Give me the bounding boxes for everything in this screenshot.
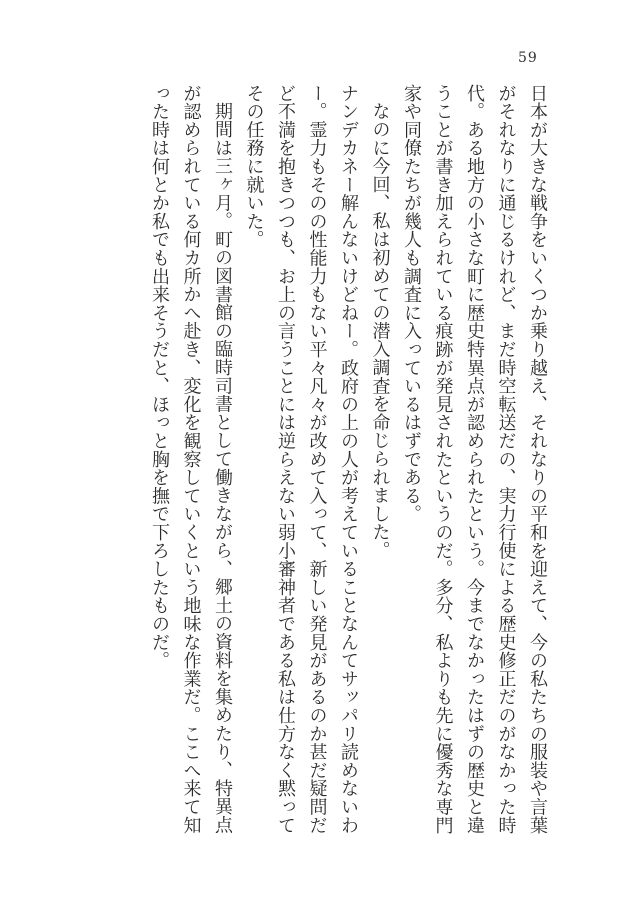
paragraph: 日本が大きな戦争をいくつか乗り越え、それなりの平和を迎えて、今の私たちの服装や言葉がそれなりに通じるけれど、まだ時空転送だの、実力行使による歴史修正だのがなかった時代。ある地方の小さな町に歴史特異点が認められたという。今までなかったはずの歴史と違うことが書き加えられている痕跡が発見されたというのだ。多分、私よりも先に優秀な専門家や同僚たちが幾人も調査に入っているはずである。 bbox=[401, 84, 548, 835]
paragraph: なのに今回、私は初めての潜入調査を命じられました。 bbox=[369, 102, 391, 560]
paragraph: 期間は三ヶ月。町の図書館の臨時司書として働きながら、郷土の資料を集めたり、特異点が認められている何カ所かへ赴き、変化を観察していくという地味な作業だ。ここへ来て知った時は何とか私でも出来そうだと、ほっと胸を撫で下ろしたものだ。 bbox=[149, 84, 233, 835]
paragraph: ナンデカネー解んないけどねー。政府の上の人が考えていることなんてサッパリ読めないわー。霊力もそのの性能力もない平々凡々が改めて入って、新しい発見があるのか甚だ疑問だど不満を抱きつつも、お上の言うことには逆らえない弱小審神者である私は仕方なく黙ってその任務に就いた。 bbox=[243, 84, 359, 835]
page-number: 59 bbox=[518, 50, 538, 66]
body-text bbox=[149, 84, 553, 836]
